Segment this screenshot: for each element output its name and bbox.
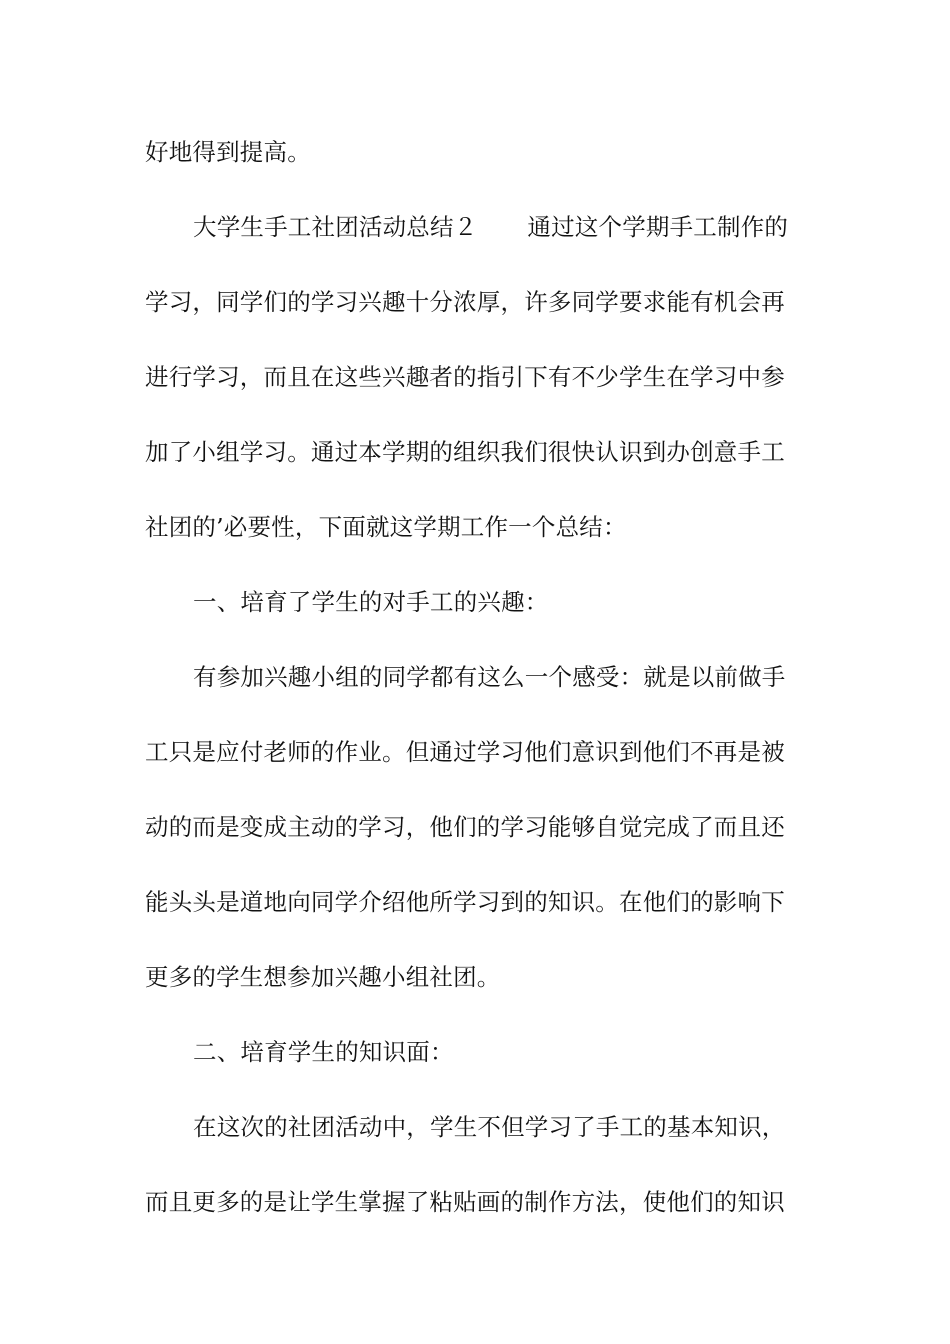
paragraph-line: 加了小组学习。通过本学期的组织我们很快认识到办创意手工: [145, 438, 785, 466]
section-title: 大学生手工社团活动总结２: [193, 213, 478, 241]
section-title-line: [193, 207, 815, 247]
paragraph-line: 在这次的社团活动中，学生不但学习了手工的基本知识，: [193, 1113, 786, 1141]
paragraph-line: 有参加兴趣小组的同学都有这么一个感受：就是以前做手: [193, 663, 786, 691]
paragraph-line: 而且更多的是让学生掌握了粘贴画的制作方法，使他们的知识: [145, 1188, 785, 1216]
paragraph-start: 通过这个学期手工制作的: [527, 213, 789, 241]
subheading: 二、培育学生的知识面：: [193, 1038, 454, 1066]
paragraph-line: 社团的’必要性，下面就这学期工作一个总结：: [145, 513, 627, 541]
subheading: 一、培育了学生的对手工的兴趣：: [193, 588, 549, 616]
paragraph-line: 进行学习，而且在这些兴趣者的指引下有不少学生在学习中参: [145, 363, 785, 391]
paragraph-line: 动的而是变成主动的学习，他们的学习能够自觉完成了而且还: [145, 813, 785, 841]
paragraph-line: 更多的学生想参加兴趣小组社团。: [145, 963, 501, 991]
paragraph-line: 工只是应付老师的作业。但通过学习他们意识到他们不再是被: [145, 738, 785, 766]
paragraph-line: 好地得到提高。: [145, 138, 311, 166]
paragraph-line: 能头头是道地向同学介绍他所学习到的知识。在他们的影响下: [145, 888, 785, 916]
paragraph-line: 学习，同学们的学习兴趣十分浓厚，许多同学要求能有机会再: [145, 288, 785, 316]
